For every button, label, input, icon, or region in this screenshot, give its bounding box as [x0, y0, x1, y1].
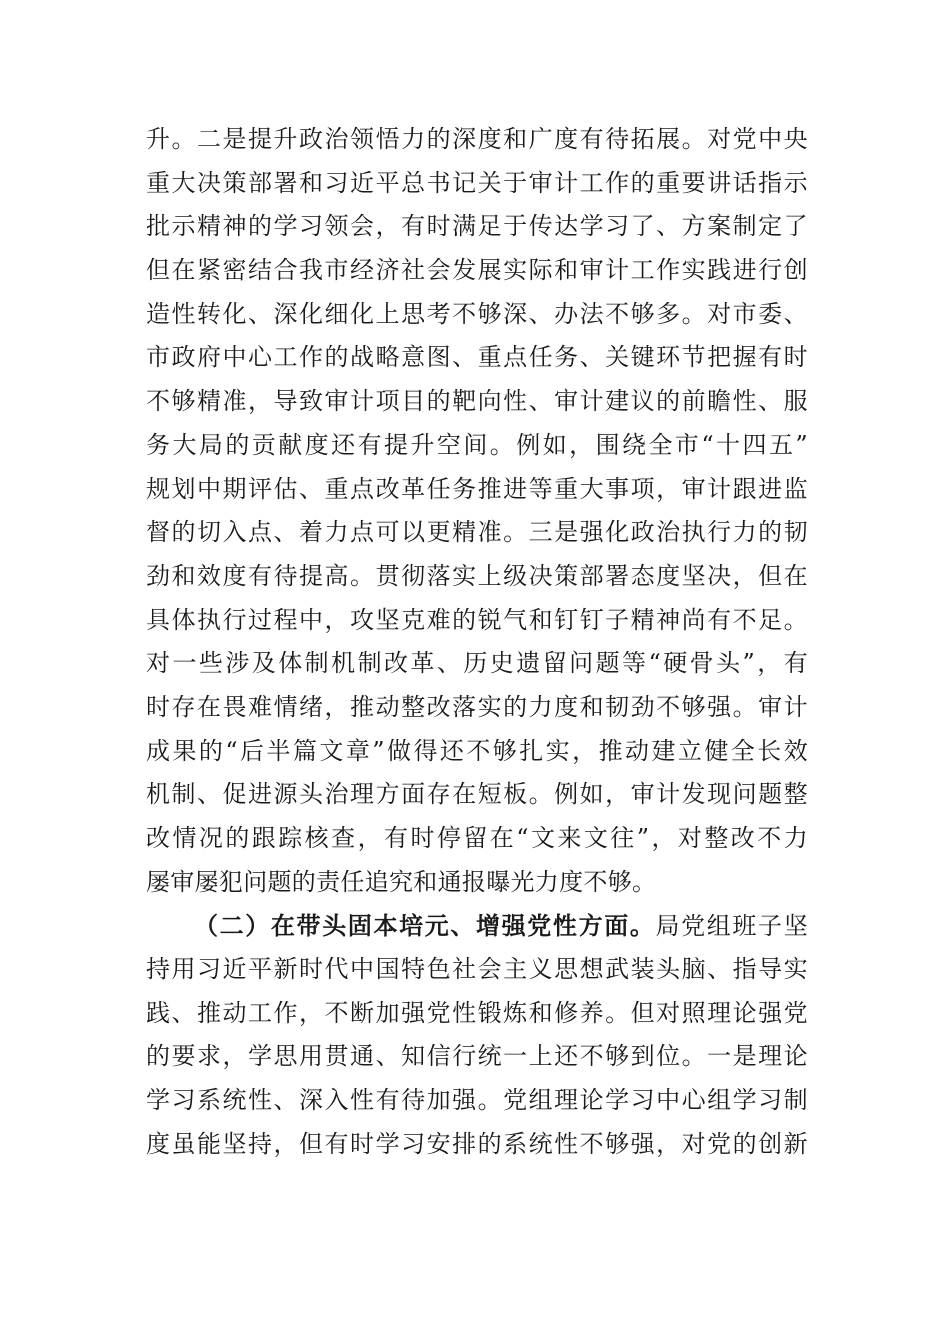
text-line: 屡审屡犯问题的责任追究和通报曝光力度不够。: [146, 867, 657, 896]
text-line: 持用习近平新时代中国特色社会主义思想武装头脑、指导实: [146, 955, 808, 984]
section-heading: （二）在带头固本培元、增强党性方面。: [194, 911, 656, 941]
text-line: 批示精神的学习领会，有时满足于传达学习了、方案制定了: [146, 212, 808, 241]
text-line: 度虽能坚持，但有时学习安排的系统性不够强，对党的创新: [146, 1129, 808, 1158]
text-line: 规划中期评估、重点改革任务推进等重大事项，审计跟进监: [146, 474, 808, 503]
text-line: 践、推动工作，不断加强党性锻炼和修养。但对照理论强党: [146, 998, 808, 1027]
text-line: 重大决策部署和习近平总书记关于审计工作的重要讲话指示: [146, 168, 808, 197]
document-body: [146, 118, 808, 1167]
text-line: 升。二是提升政治领悟力的深度和广度有待拓展。对党中央: [146, 125, 808, 153]
text-line: 改情况的跟踪核查，有时停留在“文来文往”，对整改不力: [146, 824, 808, 852]
text-line: 机制、促进源头治理方面存在短板。例如，审计发现问题整: [146, 780, 808, 809]
text-line: 劲和效度有待提高。贯彻落实上级决策部署态度坚决，但在: [146, 561, 808, 590]
text-line: 务大局的贡献度还有提升空间。例如，围绕全市“十四五”: [146, 430, 808, 459]
text-line: 不够精准，导致审计项目的靶向性、审计建议的前瞻性、服: [146, 387, 808, 416]
text-line: 但在紧密结合我市经济社会发展实际和审计工作实践进行创: [146, 256, 808, 285]
text-line: 督的切入点、着力点可以更精准。三是强化政治执行力的韧: [146, 518, 808, 547]
text-line: 市政府中心工作的战略意图、重点任务、关键环节把握有时: [146, 343, 808, 372]
text-line: 学习系统性、深入性有待加强。党组理论学习中心组学习制: [146, 1086, 808, 1115]
text-line: 造性转化、深化细化上思考不够深、办法不够多。对市委、: [146, 299, 808, 328]
heading-line-text: 局党组班子坚: [655, 912, 808, 941]
text-line: 的要求，学思用贯通、知信行统一上还不够到位。一是理论: [146, 1042, 808, 1071]
text-line: 对一些涉及体制机制改革、历史遗留问题等“硬骨头”，有: [146, 649, 808, 678]
text-line: 具体执行过程中，攻坚克难的锐气和钉钉子精神尚有不足。: [146, 605, 808, 634]
text-line: 成果的“后半篇文章”做得还不够扎实，推动建立健全长效: [146, 736, 808, 765]
text-line: 时存在畏难情绪，推动整改落实的力度和韧劲不够强。审计: [146, 692, 808, 721]
section-heading-line: [146, 904, 808, 948]
